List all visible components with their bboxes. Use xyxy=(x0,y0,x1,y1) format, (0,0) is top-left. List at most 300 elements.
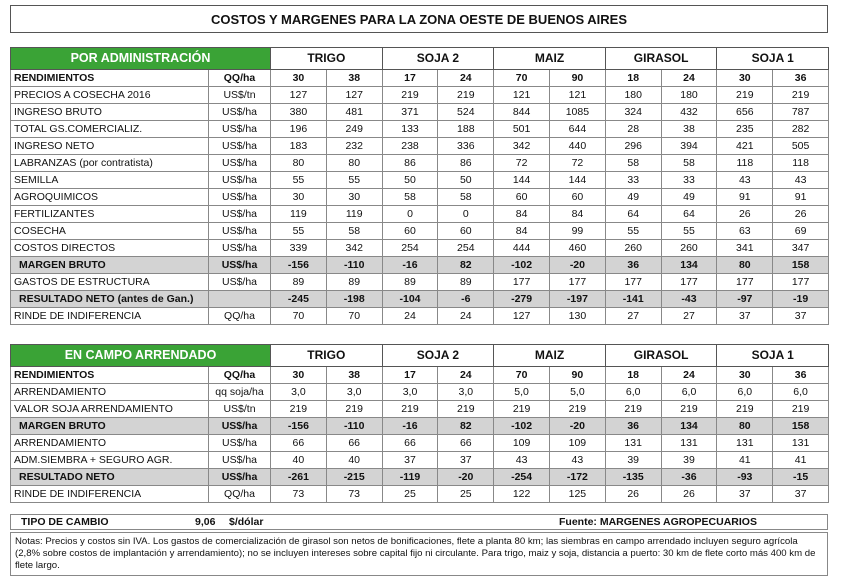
crop-header-trigo: TRIGO xyxy=(271,345,383,367)
cell-value: -172 xyxy=(549,469,605,486)
row-label: RESULTADO NETO xyxy=(11,469,209,486)
cell-value: 24 xyxy=(438,70,494,87)
cell-value: 72 xyxy=(550,155,606,172)
row-label: VALOR SOJA ARRENDAMIENTO xyxy=(11,401,209,418)
cell-value: 158 xyxy=(773,418,829,435)
cell-value: 127 xyxy=(494,308,550,325)
cell-value: 36 xyxy=(773,367,829,384)
table-row xyxy=(11,172,829,189)
cell-value: 86 xyxy=(382,155,438,172)
cell-value: 33 xyxy=(661,172,717,189)
cell-value: 134 xyxy=(661,418,717,435)
cell-value: 43 xyxy=(773,172,829,189)
cell-value: 89 xyxy=(326,274,382,291)
cell-value: 37 xyxy=(717,486,773,503)
cell-value: 58 xyxy=(382,189,438,206)
cell-value: 43 xyxy=(717,172,773,189)
cell-value: -20 xyxy=(550,257,606,274)
row-label: GASTOS DE ESTRUCTURA xyxy=(11,274,209,291)
cell-value: 99 xyxy=(550,223,606,240)
row-unit: QQ/ha xyxy=(209,486,271,503)
cell-value: 219 xyxy=(773,87,829,104)
cell-value: 219 xyxy=(438,87,494,104)
cell-value: 89 xyxy=(438,274,494,291)
cell-value: 37 xyxy=(773,308,829,325)
cell-value: 1085 xyxy=(550,104,606,121)
cell-value: 55 xyxy=(271,223,327,240)
cell-value: -279 xyxy=(494,291,550,308)
cell-value: 3,0 xyxy=(382,384,438,401)
row-unit xyxy=(209,291,271,308)
cell-value: 656 xyxy=(717,104,773,121)
cell-value: 6,0 xyxy=(605,384,661,401)
cell-value: -20 xyxy=(549,418,605,435)
row-unit: QQ/ha xyxy=(209,367,271,384)
cell-value: 440 xyxy=(550,138,606,155)
cell-value: 177 xyxy=(661,274,717,291)
table-row xyxy=(11,367,829,384)
table-row xyxy=(11,308,829,325)
cell-value: 55 xyxy=(326,172,382,189)
table-row xyxy=(11,384,829,401)
row-label: INGRESO BRUTO xyxy=(11,104,209,121)
cell-value: 183 xyxy=(271,138,327,155)
cell-value: 82 xyxy=(438,418,494,435)
row-label: LABRANZAS (por contratista) xyxy=(11,155,209,172)
cell-value: 17 xyxy=(382,70,438,87)
cell-value: 17 xyxy=(382,367,438,384)
row-unit: US$/ha xyxy=(209,172,271,189)
row-unit: US$/ha xyxy=(209,274,271,291)
row-unit: US$/tn xyxy=(209,401,271,418)
cell-value: 84 xyxy=(494,223,550,240)
cell-value: 37 xyxy=(382,452,438,469)
cell-value: 91 xyxy=(773,189,829,206)
row-unit: QQ/ha xyxy=(209,308,271,325)
row-unit: US$/ha xyxy=(209,189,271,206)
crop-header-maiz: MAIZ xyxy=(494,345,606,367)
section-header-row xyxy=(11,48,829,70)
cell-value: -102 xyxy=(494,418,550,435)
cell-value: 40 xyxy=(326,452,382,469)
cell-value: 66 xyxy=(271,435,327,452)
cell-value: -16 xyxy=(382,257,438,274)
cell-value: 50 xyxy=(382,172,438,189)
row-unit: US$/ha xyxy=(209,104,271,121)
row-label: ADM.SIEMBRA + SEGURO AGR. xyxy=(11,452,209,469)
row-unit: US$/ha xyxy=(209,469,271,486)
cell-value: 86 xyxy=(438,155,494,172)
cell-value: 109 xyxy=(549,435,605,452)
row-unit: US$/tn xyxy=(209,87,271,104)
cell-value: 90 xyxy=(550,70,606,87)
cell-value: 347 xyxy=(773,240,829,257)
cell-value: 37 xyxy=(717,308,773,325)
crop-header-girasol: GIRASOL xyxy=(605,48,717,70)
cell-value: 30 xyxy=(717,70,773,87)
source-label: Fuente: MARGENES AGROPECUARIOS xyxy=(559,516,757,528)
cell-value: 219 xyxy=(605,401,661,418)
cell-value: 58 xyxy=(438,189,494,206)
cell-value: 72 xyxy=(494,155,550,172)
row-unit: qq soja/ha xyxy=(209,384,271,401)
cell-value: 43 xyxy=(494,452,550,469)
cell-value: 644 xyxy=(550,121,606,138)
row-label: PRECIOS A COSECHA 2016 xyxy=(11,87,209,104)
row-unit: US$/ha xyxy=(209,155,271,172)
cell-value: 27 xyxy=(661,308,717,325)
cell-value: 109 xyxy=(494,435,550,452)
cell-value: 25 xyxy=(438,486,494,503)
cell-value: 130 xyxy=(550,308,606,325)
arrendado-table xyxy=(10,344,829,503)
cell-value: 18 xyxy=(605,70,661,87)
cell-value: 254 xyxy=(382,240,438,257)
cell-value: 219 xyxy=(494,401,550,418)
cell-value: -254 xyxy=(494,469,550,486)
cell-value: 787 xyxy=(773,104,829,121)
row-unit: US$/ha xyxy=(209,452,271,469)
crop-header-trigo: TRIGO xyxy=(271,48,383,70)
cell-value: 336 xyxy=(438,138,494,155)
cell-value: 82 xyxy=(438,257,494,274)
crop-header-soja-1: SOJA 1 xyxy=(717,48,829,70)
cell-value: 49 xyxy=(661,189,717,206)
cell-value: 55 xyxy=(605,223,661,240)
cell-value: 118 xyxy=(717,155,773,172)
cell-value: 41 xyxy=(717,452,773,469)
cell-value: 341 xyxy=(717,240,773,257)
table-row xyxy=(11,138,829,155)
cell-value: 28 xyxy=(605,121,661,138)
cell-value: 27 xyxy=(605,308,661,325)
cell-value: 177 xyxy=(494,274,550,291)
cell-value: 70 xyxy=(271,308,327,325)
cell-value: 24 xyxy=(661,367,717,384)
cell-value: 0 xyxy=(438,206,494,223)
row-label: TOTAL GS.COMERCIALIZ. xyxy=(11,121,209,138)
table-row xyxy=(11,291,829,308)
cell-value: 254 xyxy=(438,240,494,257)
cell-value: -141 xyxy=(605,291,661,308)
row-unit: QQ/ha xyxy=(209,70,271,87)
cell-value: 70 xyxy=(326,308,382,325)
cell-value: 125 xyxy=(549,486,605,503)
cell-value: 219 xyxy=(271,401,327,418)
cell-value: 66 xyxy=(326,435,382,452)
cell-value: 177 xyxy=(773,274,829,291)
cell-value: 3,0 xyxy=(326,384,382,401)
cell-value: 219 xyxy=(773,401,829,418)
cell-value: -6 xyxy=(438,291,494,308)
row-label: AGROQUIMICOS xyxy=(11,189,209,206)
cell-value: 91 xyxy=(717,189,773,206)
cell-value: 66 xyxy=(382,435,438,452)
cell-value: 121 xyxy=(494,87,550,104)
cell-value: 38 xyxy=(326,70,382,87)
row-label: RESULTADO NETO (antes de Gan.) xyxy=(11,291,209,308)
row-unit: US$/ha xyxy=(209,121,271,138)
cell-value: -215 xyxy=(326,469,382,486)
exchange-rate-bar xyxy=(10,514,828,530)
cell-value: -261 xyxy=(271,469,327,486)
cell-value: 481 xyxy=(326,104,382,121)
cell-value: 131 xyxy=(605,435,661,452)
crop-header-soja-2: SOJA 2 xyxy=(382,345,494,367)
cell-value: -102 xyxy=(494,257,550,274)
cell-value: 90 xyxy=(549,367,605,384)
cell-value: 89 xyxy=(382,274,438,291)
cell-value: 524 xyxy=(438,104,494,121)
table-row xyxy=(11,206,829,223)
row-label: ARRENDAMIENTO xyxy=(11,384,209,401)
cell-value: 80 xyxy=(717,257,773,274)
cell-value: 38 xyxy=(661,121,717,138)
cell-value: 39 xyxy=(605,452,661,469)
cell-value: 371 xyxy=(382,104,438,121)
row-label: COSTOS DIRECTOS xyxy=(11,240,209,257)
cell-value: -20 xyxy=(438,469,494,486)
cell-value: 60 xyxy=(438,223,494,240)
cell-value: 30 xyxy=(717,367,773,384)
cell-value: 3,0 xyxy=(438,384,494,401)
cell-value: 24 xyxy=(382,308,438,325)
cell-value: 119 xyxy=(271,206,327,223)
table-row xyxy=(11,274,829,291)
cell-value: 24 xyxy=(438,308,494,325)
cell-value: -104 xyxy=(382,291,438,308)
cell-value: 64 xyxy=(661,206,717,223)
table-row xyxy=(11,104,829,121)
table-row xyxy=(11,70,829,87)
cell-value: 219 xyxy=(549,401,605,418)
cell-value: 339 xyxy=(271,240,327,257)
row-label: RENDIMIENTOS xyxy=(11,367,209,384)
table-row xyxy=(11,87,829,104)
cell-value: 505 xyxy=(773,138,829,155)
cell-value: 177 xyxy=(605,274,661,291)
cell-value: 196 xyxy=(271,121,327,138)
cell-value: 219 xyxy=(717,87,773,104)
row-label: RINDE DE INDIFERENCIA xyxy=(11,486,209,503)
row-unit: US$/ha xyxy=(209,138,271,155)
cell-value: 188 xyxy=(438,121,494,138)
cell-value: 66 xyxy=(438,435,494,452)
row-unit: US$/ha xyxy=(209,418,271,435)
cell-value: 127 xyxy=(326,87,382,104)
cell-value: 235 xyxy=(717,121,773,138)
table-row xyxy=(11,155,829,172)
cell-value: 177 xyxy=(550,274,606,291)
cell-value: 460 xyxy=(550,240,606,257)
cell-value: 144 xyxy=(550,172,606,189)
cell-value: 39 xyxy=(661,452,717,469)
cell-value: 30 xyxy=(271,189,327,206)
cell-value: 432 xyxy=(661,104,717,121)
cell-value: 55 xyxy=(661,223,717,240)
cell-value: 60 xyxy=(550,189,606,206)
cell-value: 177 xyxy=(717,274,773,291)
cell-value: 33 xyxy=(605,172,661,189)
cell-value: 260 xyxy=(661,240,717,257)
row-label: SEMILLA xyxy=(11,172,209,189)
cell-value: -197 xyxy=(550,291,606,308)
cell-value: 73 xyxy=(271,486,327,503)
cell-value: 60 xyxy=(382,223,438,240)
row-label: MARGEN BRUTO xyxy=(11,418,209,435)
cell-value: 118 xyxy=(773,155,829,172)
cell-value: 80 xyxy=(271,155,327,172)
cell-value: 0 xyxy=(382,206,438,223)
table-row xyxy=(11,469,829,486)
cell-value: -15 xyxy=(773,469,829,486)
cell-value: 26 xyxy=(773,206,829,223)
cell-value: 219 xyxy=(382,87,438,104)
row-label: COSECHA xyxy=(11,223,209,240)
cell-value: 70 xyxy=(494,70,550,87)
row-label: FERTILIZANTES xyxy=(11,206,209,223)
table-row xyxy=(11,418,829,435)
cell-value: 58 xyxy=(661,155,717,172)
row-label: RINDE DE INDIFERENCIA xyxy=(11,308,209,325)
table-row xyxy=(11,223,829,240)
exchange-rate-value: 9,06 xyxy=(195,516,216,528)
cell-value: 30 xyxy=(271,70,327,87)
cell-value: -43 xyxy=(661,291,717,308)
cell-value: 58 xyxy=(605,155,661,172)
cell-value: -135 xyxy=(605,469,661,486)
table-row xyxy=(11,452,829,469)
table-row xyxy=(11,401,829,418)
crop-header-soja-2: SOJA 2 xyxy=(382,48,494,70)
cell-value: -19 xyxy=(773,291,829,308)
cell-value: 3,0 xyxy=(271,384,327,401)
row-unit: US$/ha xyxy=(209,206,271,223)
cell-value: 144 xyxy=(494,172,550,189)
cell-value: 70 xyxy=(494,367,550,384)
cell-value: 69 xyxy=(773,223,829,240)
cell-value: 260 xyxy=(605,240,661,257)
notes-text: Notas: Precios y costos sin IVA. Los gastos de comercialización de girasol son netos de bonificaciones, flete a planta 80 km; las siembras en campo arrendado incluyen seguro agrícola (2,8% sobre costos de implantación y arrendamiento); no se incluyen intereses sobre capital fijo ni circulante. Para trigo, maiz y soja, distancia a puerto: 30 km de flete corto más 400 km de flete largo. xyxy=(10,532,828,576)
table-row xyxy=(11,121,829,138)
cell-value: 131 xyxy=(773,435,829,452)
cell-value: 394 xyxy=(661,138,717,155)
cell-value: 133 xyxy=(382,121,438,138)
cell-value: 50 xyxy=(438,172,494,189)
cell-value: 121 xyxy=(550,87,606,104)
table-row xyxy=(11,435,829,452)
cell-value: -156 xyxy=(271,257,327,274)
cell-value: 89 xyxy=(271,274,327,291)
cell-value: 342 xyxy=(326,240,382,257)
cell-value: 40 xyxy=(271,452,327,469)
cell-value: 232 xyxy=(326,138,382,155)
cell-value: 63 xyxy=(717,223,773,240)
cell-value: -93 xyxy=(717,469,773,486)
row-unit: US$/ha xyxy=(209,223,271,240)
cell-value: 73 xyxy=(326,486,382,503)
cell-value: 421 xyxy=(717,138,773,155)
cell-value: 444 xyxy=(494,240,550,257)
table-row xyxy=(11,189,829,206)
cell-value: 380 xyxy=(271,104,327,121)
cell-value: -198 xyxy=(326,291,382,308)
exchange-rate-unit: $/dólar xyxy=(229,516,264,528)
row-label: ARRENDAMIENTO xyxy=(11,435,209,452)
cell-value: 131 xyxy=(717,435,773,452)
row-label: MARGEN BRUTO xyxy=(11,257,209,274)
row-unit: US$/ha xyxy=(209,435,271,452)
cell-value: 43 xyxy=(549,452,605,469)
cell-value: 26 xyxy=(717,206,773,223)
cell-value: 80 xyxy=(326,155,382,172)
cell-value: 84 xyxy=(550,206,606,223)
cell-value: 219 xyxy=(661,401,717,418)
section-header-row xyxy=(11,345,829,367)
administracion-table xyxy=(10,47,829,325)
cell-value: 58 xyxy=(326,223,382,240)
cell-value: 180 xyxy=(661,87,717,104)
section-header: POR ADMINISTRACIÓN xyxy=(11,48,271,70)
cell-value: -245 xyxy=(271,291,327,308)
cell-value: 36 xyxy=(605,418,661,435)
cell-value: -110 xyxy=(326,257,382,274)
cell-value: 219 xyxy=(438,401,494,418)
cell-value: 80 xyxy=(717,418,773,435)
cell-value: 296 xyxy=(605,138,661,155)
crop-header-maiz: MAIZ xyxy=(494,48,606,70)
row-unit: US$/ha xyxy=(209,240,271,257)
cell-value: 26 xyxy=(661,486,717,503)
cell-value: 41 xyxy=(773,452,829,469)
row-label: RENDIMIENTOS xyxy=(11,70,209,87)
cell-value: 6,0 xyxy=(773,384,829,401)
crop-header-soja-1: SOJA 1 xyxy=(717,345,829,367)
cell-value: 342 xyxy=(494,138,550,155)
row-unit: US$/ha xyxy=(209,257,271,274)
cell-value: 36 xyxy=(773,70,829,87)
cell-value: 49 xyxy=(605,189,661,206)
cell-value: 37 xyxy=(438,452,494,469)
cell-value: 501 xyxy=(494,121,550,138)
cell-value: 24 xyxy=(438,367,494,384)
cell-value: 219 xyxy=(717,401,773,418)
cell-value: 36 xyxy=(605,257,661,274)
cell-value: 38 xyxy=(326,367,382,384)
cell-value: 30 xyxy=(271,367,327,384)
cell-value: 180 xyxy=(605,87,661,104)
cell-value: 238 xyxy=(382,138,438,155)
cell-value: 122 xyxy=(494,486,550,503)
cell-value: 249 xyxy=(326,121,382,138)
cell-value: 282 xyxy=(773,121,829,138)
cell-value: 18 xyxy=(605,367,661,384)
table-row xyxy=(11,240,829,257)
cell-value: 6,0 xyxy=(717,384,773,401)
section-header: EN CAMPO ARRENDADO xyxy=(11,345,271,367)
cell-value: 844 xyxy=(494,104,550,121)
cell-value: -36 xyxy=(661,469,717,486)
cell-value: 26 xyxy=(605,486,661,503)
cell-value: -110 xyxy=(326,418,382,435)
cell-value: 324 xyxy=(605,104,661,121)
cell-value: 55 xyxy=(271,172,327,189)
row-label: INGRESO NETO xyxy=(11,138,209,155)
table-row xyxy=(11,486,829,503)
cell-value: 6,0 xyxy=(661,384,717,401)
cell-value: -156 xyxy=(271,418,327,435)
cell-value: -119 xyxy=(382,469,438,486)
